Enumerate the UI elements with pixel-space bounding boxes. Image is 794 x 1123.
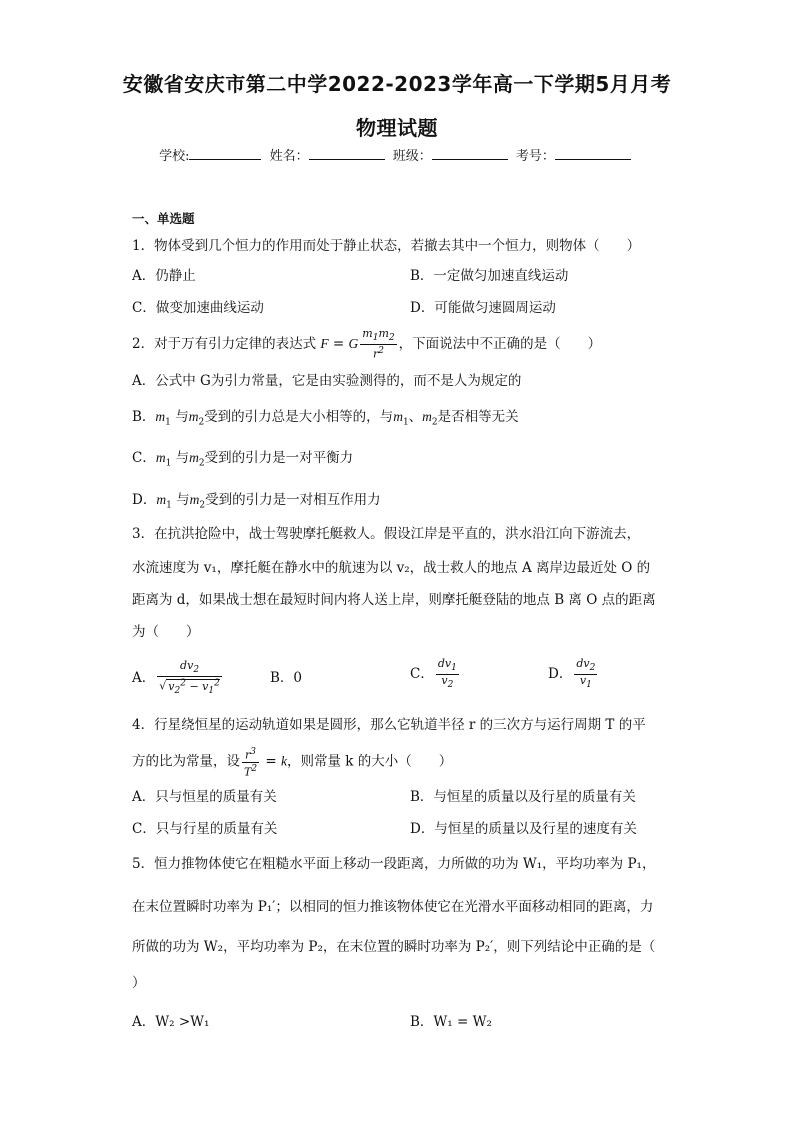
q3-option-d: D． $\frac{dv_2}{v_1}$ <box>548 657 596 691</box>
class-blank[interactable] <box>432 147 508 160</box>
exam-number-label: 考号： <box>515 149 555 164</box>
gravitation-formula: $\frac{m_1m_2}{r^2}$ <box>362 327 395 361</box>
name-label: 姓名： <box>269 149 309 164</box>
q3-option-b: B．0 <box>270 670 303 686</box>
q5-option-a: A．W₂ >W₁ <box>132 1014 210 1030</box>
q5-line-1: 5．恒力推物体使它在粗糙水平面上移动一段距离，力所做的功为 W₁，平均功率为 P₁， <box>132 856 656 872</box>
q1-option-a: A．仍静止 <box>132 268 196 284</box>
q1-option-c: C．做变加速曲线运动 <box>132 300 264 316</box>
section-heading: 一、单选题 <box>132 211 195 226</box>
q2-option-a: A．公式中 G为引力常量，它是由实验测得的，而不是人为规定的 <box>132 373 522 389</box>
q4-option-c: C．只与行星的质量有关 <box>132 821 278 837</box>
class-label: 班级： <box>392 149 432 164</box>
q3-line-3: 距离为 d，如果战士想在最短时间内将人送上岸，则摩托艇登陆的地点 B 离 O 点的距离 <box>132 592 656 608</box>
exam-number-blank[interactable] <box>555 147 631 160</box>
exam-subtitle: 物理试题 <box>356 116 438 140</box>
school-blank[interactable] <box>189 147 261 160</box>
q4-option-a: A．只与恒星的质量有关 <box>132 789 277 805</box>
q4-option-d: D．与恒星的质量以及行星的速度有关 <box>410 821 637 837</box>
q2-option-d: D．$m_1$ 与$m_2$受到的引力是一对相互作用力 <box>132 492 381 511</box>
q1-option-d: D．可能做匀速圆周运动 <box>410 300 556 316</box>
q4-line-1: 4．行星绕恒星的运动轨道如果是圆形，那么它轨道半径 r 的三次方与运行周期 T 的平 <box>132 717 646 733</box>
q4-option-b: B．与恒星的质量以及行星的质量有关 <box>410 789 636 805</box>
q3-option-c: C． $\frac{dv_1}{v_2}$ <box>410 657 457 691</box>
q5-option-b: B．W₁ = W₂ <box>410 1014 492 1030</box>
q4-line-2: 方的比为常量，设 $\frac{r^3}{T^2}$ = k，则常量 k 的大小（ ） <box>132 747 453 779</box>
q3-line-1: 3．在抗洪抢险中，战士驾驶摩托艇救人。假设江岸是平直的，洪水沿江向下游流去， <box>132 526 641 542</box>
q1-option-b: B．一定做匀加速直线运动 <box>410 268 569 284</box>
q1-stem: 1．物体受到几个恒力的作用而处于静止状态，若撤去其中一个恒力，则物体（ ） <box>132 238 641 254</box>
q2-option-b: B．$m_1$ 与$m_2$受到的引力总是大小相等的，与$m_1$、$m_2$是否相等无关 <box>132 409 519 428</box>
q3-line-2: 水流速度为 v₁，摩托艇在静水中的航速为以 v₂，战士救人的地点 A 离岸边最近处 O 的 <box>132 560 651 576</box>
student-info-row <box>0 145 794 164</box>
q3-option-a: A． $\frac{dv_2}{√ v_2^2 - v_1^2}$ <box>132 659 220 697</box>
q5-line-2: 在末位置瞬时功率为 P₁′；以相同的恒力推该物体使它在光滑水平面移动相同的距离，力 <box>132 899 654 915</box>
q5-line-3: 所做的功为 W₂，平均功率为 P₂，在末位置的瞬时功率为 P₂′，则下列结论中正确的是（ <box>132 939 656 955</box>
q2-stem: 2．对于万有引力定律的表达式 F = G $\frac{m_1m_2}{r^2}$ ，下面说法中不正确的是（ ） <box>132 327 602 361</box>
school-label: 学校: <box>159 149 190 164</box>
name-blank[interactable] <box>309 147 385 160</box>
q3-line-4: 为（ ） <box>132 624 200 640</box>
exam-title: 安徽省安庆市第二中学2022-2023学年高一下学期5月月考 <box>122 72 672 96</box>
q2-option-c: C．$m_1$ 与$m_2$受到的引力是一对平衡力 <box>132 450 354 469</box>
q5-line-4: ） <box>132 975 146 991</box>
